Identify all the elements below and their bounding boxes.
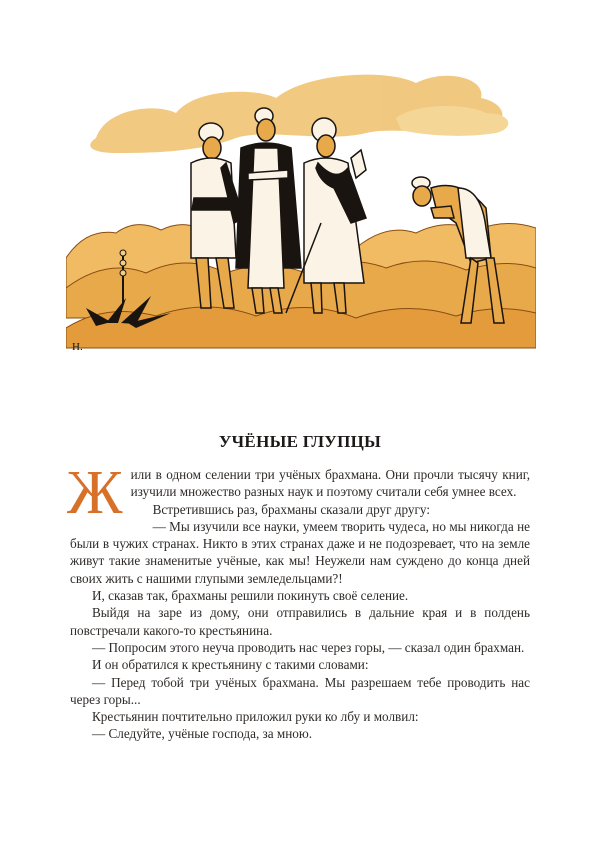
paragraph-10: — Следуйте, учёные господа, за мною. [92,726,313,742]
drop-cap: Ж [67,459,123,527]
paragraph-9: Крестьянин почтительно приложил руки ко лбу и молвил: [92,709,419,725]
paragraph-8: — Перед тобой три учёных брахмана. Мы разрешаем тебе проводить нас через горы... [70,674,530,707]
paragraph-6: — Попросим этого неуча проводить нас через горы, — сказал один брахман. [92,639,525,655]
paragraph-2: Встретившись раз, брахманы сказали друг другу: [152,501,431,517]
brahmans-and-peasant-image [66,58,536,358]
paragraph-4: И, сказав так, брахманы решили покинуть своё селение. [92,588,409,604]
clouds [90,75,508,153]
brahman-right [286,118,366,313]
paragraph-7: И он обратился к крестьянину с такими словами: [92,657,369,673]
story-illustration [66,58,536,358]
paragraph-1: Жили в одном селении три учёных брахмана. Они прочли тысячу книг, изучили множество разных наук и поэтому считали себя умнее всех. [67,459,530,527]
artist-signature: Н. [72,341,83,353]
story-body [67,459,530,743]
paragraph-3: — Мы изучили все науки, умеем творить чудеса, но мы никогда не были в чужих странах. Никто в этих странах даже и не подозревает, что на земле живут такие знаменитые учёные, как мы! Неужели нам суждено до конца дней своих жить с нашими глупыми земледельцами?! [70,518,530,586]
paragraph-5: Выйдя на заре из дому, они отправились в дальние края и в полдень повстречали какого-то крестьянина. [70,605,530,638]
story-title: УЧЁНЫЕ ГЛУПЦЫ [218,432,382,452]
